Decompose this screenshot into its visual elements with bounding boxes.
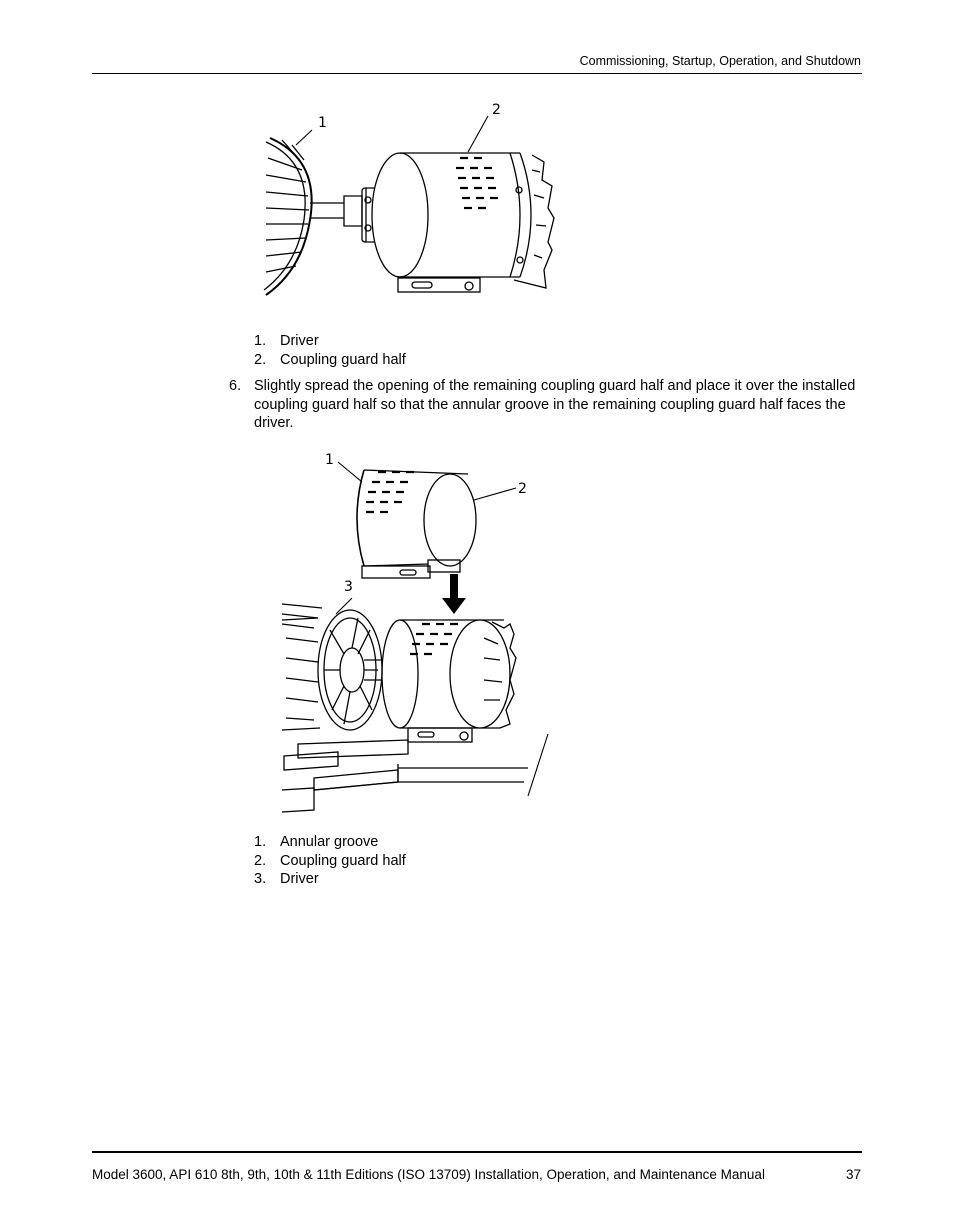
callout-2: 2 — [518, 481, 527, 497]
figure2-legend — [254, 833, 406, 889]
legend-item: 2. Coupling guard half — [254, 351, 406, 368]
footer-manual-title: Model 3600, API 610 8th, 9th, 10th & 11th Editions (ISO 13709) Installation, Operation, and Maintenance Manual — [92, 1167, 765, 1182]
legend-item: 1. Driver — [254, 333, 319, 349]
header-rule — [92, 73, 862, 74]
page-number: 37 — [845, 1167, 861, 1182]
legend-item: 2. Coupling guard half — [254, 852, 406, 869]
legend-item: 1. Annular groove — [254, 834, 379, 850]
callout-2: 2 — [492, 102, 501, 118]
running-header: Commissioning, Startup, Operation, and Shutdown — [579, 54, 861, 68]
figure-remaining-guard-placement — [278, 448, 558, 818]
callout-3: 3 — [344, 579, 353, 595]
footer-rule — [92, 1151, 862, 1153]
figure1-legend — [254, 332, 406, 369]
callout-1: 1 — [318, 115, 327, 131]
callout-1: 1 — [325, 452, 334, 468]
procedure-step-6: 6. Slightly spread the opening of the remaining coupling guard half and place it over the installed coupling guard half so that the annular groove in the remaining coupling guard half faces the driver. — [229, 378, 856, 431]
figure-coupling-guard-installed — [262, 100, 562, 300]
legend-item: 3. Driver — [254, 871, 319, 887]
coupling-guard-illustration-1 — [262, 100, 562, 300]
coupling-guard-illustration-2 — [278, 448, 558, 818]
